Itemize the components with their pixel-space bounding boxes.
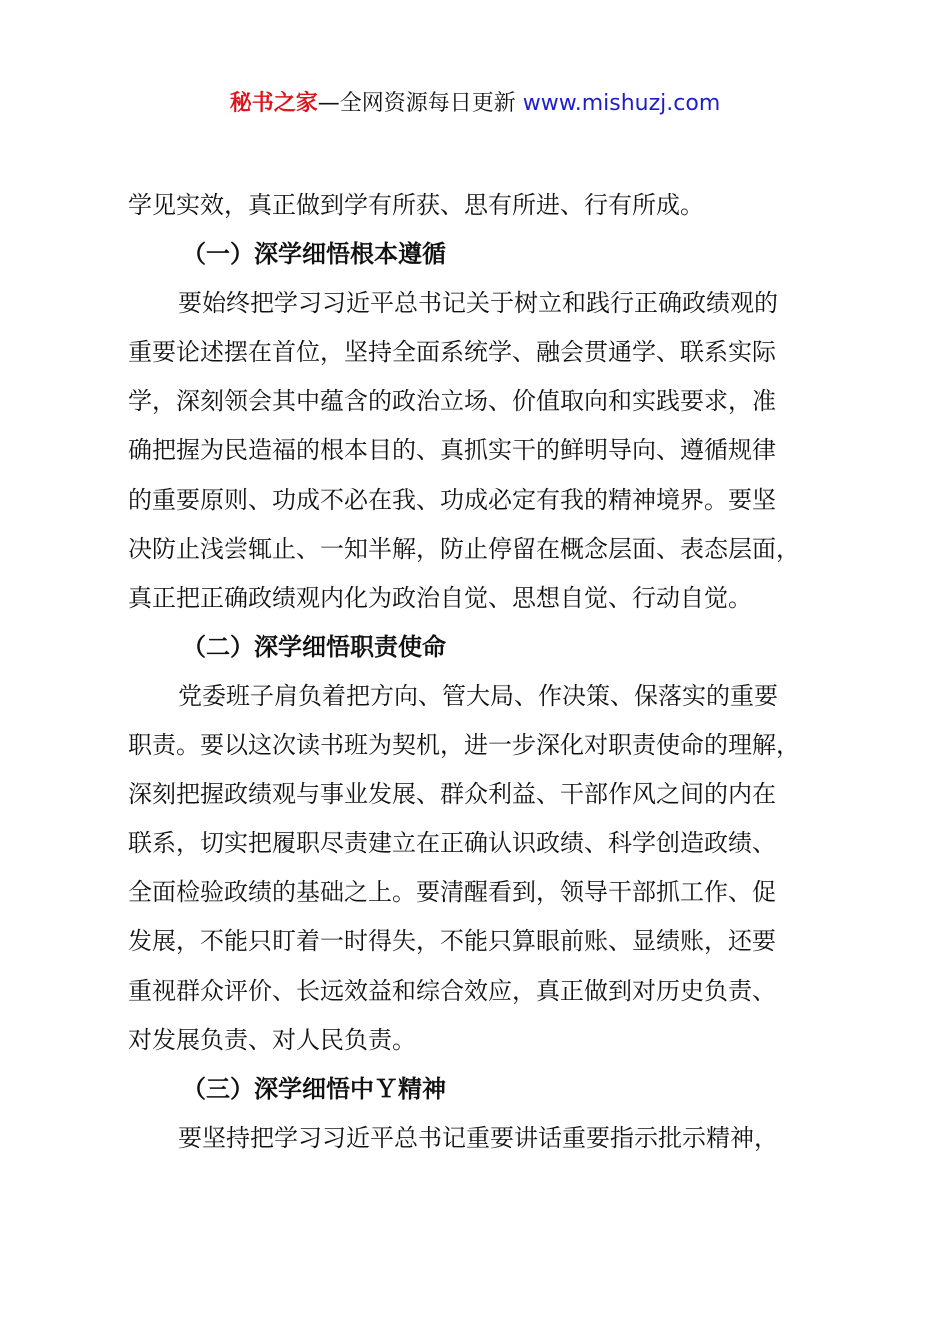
text-line: 重视群众评价、长远效益和综合效应，真正做到对历史负责、: [128, 976, 776, 1005]
text-line: 确把握为民造福的根本目的、真抓实干的鲜明导向、遵循规律: [128, 436, 776, 465]
section-heading-3: （三）深学细悟中Ｙ精神: [182, 1074, 446, 1103]
text-line: 深刻把握政绩观与事业发展、群众利益、干部作风之间的内在: [128, 780, 776, 809]
text-line: 职责。要以这次读书班为契机，进一步深化对职责使命的理解，: [128, 731, 800, 760]
document-body: [128, 181, 834, 1163]
text-line: 全面检验政绩的基础之上。要清醒看到，领导干部抓工作、促: [128, 878, 776, 907]
paragraph-first-line: 要始终把学习习近平总书记关于树立和践行正确政绩观的: [178, 289, 778, 318]
text-line: 真正把正确政绩观内化为政治自觉、思想自觉、行动自觉。: [128, 583, 752, 612]
text-line: 的重要原则、功成不必在我、功成必定有我的精神境界。要坚: [128, 485, 776, 514]
text-line: 发展，不能只盯着一时得失，不能只算眼前账、显绩账，还要: [128, 927, 776, 956]
text-line: 重要论述摆在首位，坚持全面系统学、融会贯通学、联系实际: [128, 338, 776, 367]
section-heading-2: （二）深学细悟职责使命: [182, 632, 446, 661]
brand-name: 秘书之家: [229, 91, 318, 116]
site-header: [0, 86, 950, 122]
site-url-link[interactable]: www.mishuzj.com: [522, 91, 721, 116]
header-tagline: —全网资源每日更新: [317, 91, 523, 116]
paragraph-first-line: 党委班子肩负着把方向、管大局、作决策、保落实的重要: [178, 681, 778, 710]
text-line: 决防止浅尝辄止、一知半解，防止停留在概念层面、表态层面，: [128, 534, 800, 563]
text-line: 学，深刻领会其中蕴含的政治立场、价值取向和实践要求，准: [128, 387, 776, 416]
text-line: 学见实效，真正做到学有所获、思有所进、行有所成。: [128, 191, 704, 219]
text-line: 联系，切实把履职尽责建立在正确认识政绩、科学创造政绩、: [128, 829, 776, 858]
section-heading-1: （一）深学细悟根本遵循: [182, 240, 446, 269]
paragraph-first-line: 要坚持把学习习近平总书记重要讲话重要指示批示精神，: [178, 1123, 778, 1152]
text-line: 对发展负责、对人民负责。: [128, 1025, 416, 1054]
